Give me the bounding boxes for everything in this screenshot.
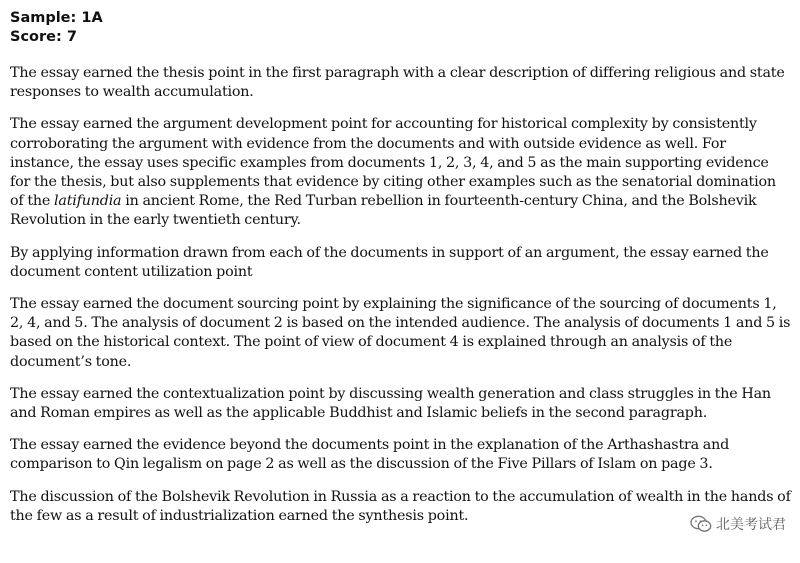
latifundia-term: latifundia	[54, 193, 122, 210]
sample-label: Sample: 1A	[10, 10, 103, 26]
paragraph-text-before: The essay earned the argument development point for accounting for historical complexity by consistently corroborating the argument with evidence from the documents and with outside evidence as well. For instance, the essay uses specific examples from documents 1, 2, 3, 4, and 5 as the main supporting evidence for the thesis, but also supplements that evidence by citing other examples such as the senatorial domination of the	[10, 116, 776, 210]
watermark-text: 北美考试君	[716, 517, 786, 533]
paragraph-document-content: By applying information drawn from each of the documents in support of an argument, the essay earned the document content utilization point	[10, 244, 769, 280]
watermark	[690, 514, 786, 534]
wechat-icon	[690, 515, 712, 533]
paragraph-text-after: in ancient Rome, the Red Turban rebellion in fourteenth-century China, and the Bolshevik Revolution in the early twentieth century.	[10, 193, 757, 229]
document-page	[10, 9, 792, 526]
paragraph-contextualization: The essay earned the contextualization point by discussing wealth generation and class struggles in the Han and Roman empires as well as the applicable Buddhist and Islamic beliefs in the second paragraph.	[10, 385, 771, 422]
paragraph-argument-development	[10, 115, 792, 230]
paragraph-document-sourcing: The essay earned the document sourcing point by explaining the significance of the sourcing of documents 1, 2, 4, and 5. The analysis of document 2 is based on the intended audience. The analysis of documents 1 and 5 is based on the historical context. The point of view of document 4 is explained through an analysis of the document’s tone.	[10, 296, 791, 370]
score-label: Score: 7	[10, 29, 77, 45]
paragraph-evidence-beyond: The essay earned the evidence beyond the documents point in the explanation of the Arthashastra and comparison to Qin legalism on page 2 as well as the discussion of the Five Pillars of Islam on page 3.	[10, 437, 730, 473]
paragraph-synthesis: The discussion of the Bolshevik Revolution in Russia as a reaction to the accumulation of wealth in the hands of the few as a result of industrialization earned the synthesis point.	[10, 488, 791, 524]
paragraph-thesis: The essay earned the thesis point in the first paragraph with a clear description of differing religious and state responses to wealth accumulation.	[10, 65, 785, 101]
